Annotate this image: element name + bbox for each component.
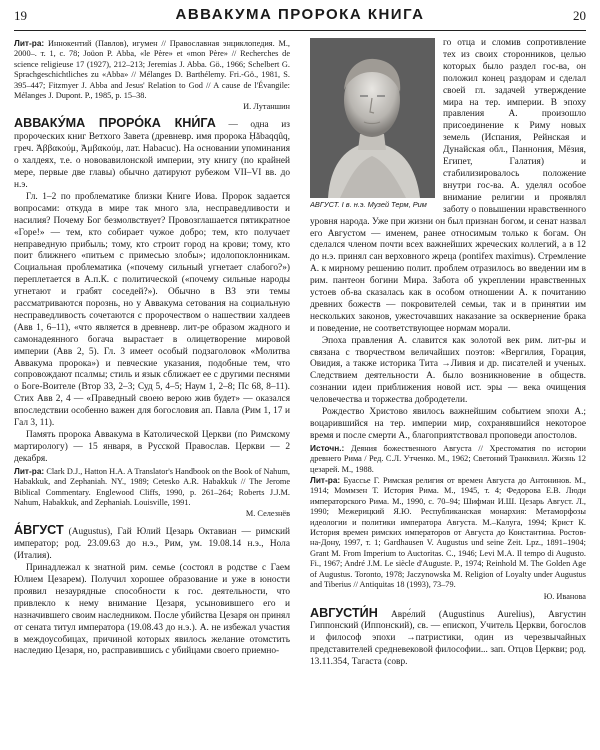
entry-paragraph: Эпоха правления А. славится как золотой век рим. лит-ры и связана с творчеством величайших поэтов: «Вергилия, Горация, Овидия, а также историка Тита →Ливия и др. писателей и ученых. Следствием деятельности А. было возникновение в обществ. сознании идеи приближения новой ист. эры — века очищения человечества и торжества добродетели.	[310, 335, 586, 406]
sources-text: Деяния божественного Августа // Хрестоматия по истории древнего Рима / Ред. С.Л. Утченко. М., 1962; Светоний Транквилл. Жизнь 12 цезарей. М., 1988.	[310, 443, 586, 474]
literature-label: Лит-ра:	[310, 475, 341, 486]
entry-paragraph	[14, 525, 290, 563]
right-column	[310, 38, 586, 746]
author-signature: И. Лутаншин	[243, 102, 290, 112]
entry-paragraph: го отца и сломив сопротивление тех из своих сторонников, целью которых было раздел гос-ва, он положил конец раздорам и сделал своей гл. задачей утверждение мира на тер. империи. В эпоху правления А. произошло присоединение к Риму новых земель (Испания, Рейнская и Дунайская обл., Паннония, Мёзия, Египет, Галатия) и стабилизировалось положение внутри гос-ва. А. уделял особое внимание религии и проявлял заботу о повышении нравственного уровня народа. Уже при жизни он был признан богом, и сенат назвал его Августом — именем, ранее относимым только к богам. Он сделался членом почти всех важнейших жреческих коллегий, а в 12 до н.э. принял сан верховного жреца (pontifex maximus). Стремление А. к мирному решению полит. проблем отразилось во введении им в рим. пантеон богини Мира. Забота об укреплении нравственных устоев об-ва сказалась как в особом отношении А. к почитанию древних божеств — покровителей семьи, так и в принятии им нескольких законов, ужесточавших наказание за осквернение брака и поведение, не соответствующее нормам морали.	[310, 38, 586, 334]
literature-text: Буассье Г. Римская религия от времен Августа до Антонинов. М., 1914; Моммзен Т. История Рима. М., 1945, т. 4; Федорова Е.В. Люди императорского Рима. М., 1990, с. 70–94; Шифман И.Ш. Цезарь Август. Л., 1990; Межерицкий Я.Ю. Республиканская монархия: Метаморфозы идеологии и политики императора Августа. М.–Калуга, 1994; Крист К. История времен римских императоров от Августа до Константина. Ростов-на-Дону, 1997, т. 1; Gardhausen V. Augustus und seine Zeit. Lpz., 1891–1904; Grant M. From Imperium to Auctoritas. C., 1946; Levi M.A. Il tempo di Augusto. Fi., 1967; André J.M. Le siècle d'Auguste. P., 1974; Reinhold M. The Golden Age of Augustus. Toronto, 1978; Jaczynowska M. Religion of Loyalty under Augustus and Tiberius // Antiquitas 18 (1993), 73–79.	[310, 476, 586, 590]
left-column	[14, 38, 290, 746]
page-number-left: 19	[14, 8, 27, 23]
entry-headword: АВГУСТИ́Н	[310, 605, 378, 620]
augustus-bust-image	[310, 38, 435, 198]
entry-paragraph: Принадлежал к знатной рим. семье (состоял в родстве с Гаем Юлием Цезарем). Получил хорошее образование и уже в юности проявил незаурядные способности к гос. деятельности, что привлекло к нему внимание Цезаря, усыновившего его и назначившего своим наследником. После убийства Цезаря он принял от сената титул императора (19.08.43 до н.э.). А. не избежал участия в междоусобицах, причиной которых явилось желание отомстить наследию Цезаря, но, расправившись с убийцами своего приемно-	[14, 563, 290, 657]
running-title: АВВАКУМА ПРОРОКА КНИГА	[175, 6, 425, 23]
header-rule	[14, 30, 586, 31]
sources-label: Источн.:	[310, 442, 345, 453]
literature-text: Иннокентий (Павлов), игумен // Православная энциклопедия. М., 2000–. т. 1, с. 78; Joüon P. Abba, «le Père» et «mon Père» // Recherches de science religieuse 17 (1927), 212–213; Jeremias J. Abba. Gö., 1966; Schelbert G. Sprachgeschichtliches zu «Abba» // Mélanges D. Barthélemy. Fri.-Gö., 1981, S. 395–447; Fitzmyer J. Abba and Jesus' Relation to God // A cause de l'Évangile: Mélanges J. Dupont. P., 1985, p. 15–38.	[14, 39, 290, 101]
entry-text: (Augustus), Гай Юлий Цезарь Октавиан — римский император; род. 23.09.63 до н.э., Рим, ум. 19.08.14 н.э., Нола (Италия).	[14, 527, 290, 562]
page-number-right: 20	[573, 8, 586, 23]
entry-text: — одна из пророческих книг Ветхого Завета (древневр. имя пророка Ḥăbaqqûq, греч. Ἀββακούμ, Ἀμβακούμ, лат. Habacuc). На основании упоминания о халдеях, т.е. о нововавилонской империи, эту книгу (по крайней мере, первые две главы) обычно датируют рубежом VII–VI вв. до н.э.	[14, 120, 290, 190]
literature-text: Clark D.J., Hatton H.A. A Translator's Handbook on the Book of Nahum, Habakkuk, and Zephaniah. NY., 1989; Cetesko A.R. Habakkuk // The Jerome Biblical Commentary. Englewood Cliffs, 1990, p. 261–264; Roberts J.J.M. Nahum, Habakkuk, and Zephaniah. Louisville, 1991.	[14, 466, 290, 507]
entry-paragraph	[14, 118, 290, 191]
entry-headword: АВВАКУ́МА ПРОРО́КА КНИ́ГА	[14, 116, 216, 131]
entry-headword: А́ВГУСТ	[14, 523, 64, 538]
entry-text: Авре́лий (Augustinus Aurelius), Августин Гиппонский (Иппонский), св. — епископ, Учитель Церкви, богослов и философ эпохи →патристики, один из черезвычайных представителей средневековой философии... зап. Отцов Церкви; род. 13.11.354, Тагаста (совр.	[310, 609, 586, 668]
literature-label: Лит-ра:	[14, 38, 45, 48]
entry-paragraph: Рождество Христово явилось важнейшим событием эпохи А.; воцарившийся на тер. империи мир, сохранявшийся некоторое время и после смерти А., благоприятствовал проповеди апостолов.	[310, 407, 586, 441]
sources-block	[310, 443, 586, 475]
bust-illustration	[310, 38, 435, 198]
page-header	[14, 6, 586, 28]
literature-block	[310, 475, 586, 590]
augustus-figure	[310, 38, 435, 210]
entry-paragraph	[310, 605, 586, 670]
entry-paragraph: Гл. 1–2 по проблематике близки Книге Иова. Пророк задается вопросами: откуда в мире так много зла, несправедливости и насилия? Почему Бог безмолвствует? Провозглашается пятикратное «Горе!» — тем, кто собирает чужое добро; тем, кто получает неправедную прибыль; тому, кто строит город на крови; тому, кто поит ближнего «питьем с примесью злобы»; идолопоклонникам. Социальная проблематика («почему сильный угнетает слабого?») переплетается в А.п.К. с политической («почему сильные народы угнетают и грабят соседей?»). Обычно в ВЗ эти темы рассматриваются порознь, но у Аввакума сетования на социальную несправедливость сочетаются с пророчеством о нашествии халдеев (Авв 1, 6–11), «что является в древневр. лит-ре образом жадного и самонадеянного богача вырастает в олицетворение мировой империи (Авв 2, 5). Гл. 3 имеет особый подзаголовок «Молитва Аввакума пророка») и певческие указания, подобные тем, что сопровождают псалмы; стиль и язык сближает ее с другими песнями о Боге-Воителе (Втор 33, 2–3; Суд 5, 4–5; Наум 1, 2–8; Пс 68, 8–11). Стих Авв 2, 4 — «Праведный своею верою жив будет» — оказался впоследствии особенно важен для богословия ап. Павла (Рим 1, 17 и Гал 3, 11).	[14, 191, 290, 429]
figure-caption: АВГУСТ. I в. н.э. Музей Терм, Рим	[310, 200, 427, 209]
entry-paragraph: Память пророка Аввакума в Католической Церкви (по Римскому мартирологу) — 15 января, в Русской Православ. Церкви — 2 декабря.	[14, 430, 290, 464]
author-signature: М. Селезнёв	[245, 509, 290, 519]
literature-block	[14, 466, 290, 509]
author-signature: Ю. Иванова	[543, 591, 586, 601]
literature-label: Лит-ра:	[14, 465, 45, 476]
literature-block	[14, 38, 290, 101]
